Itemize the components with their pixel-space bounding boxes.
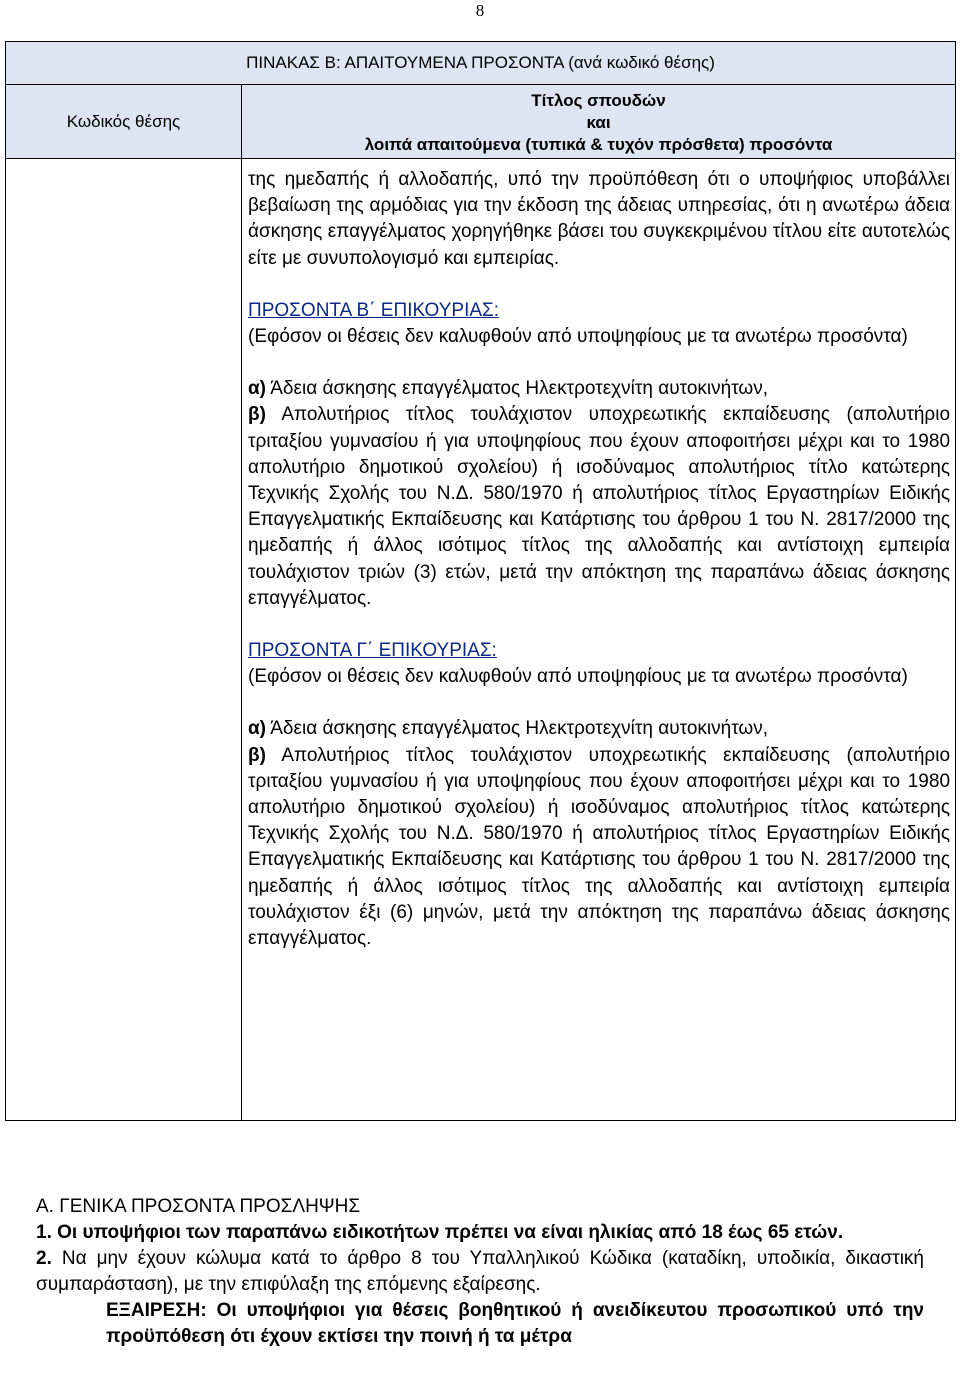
general-item-1: 1. Οι υποψήφιοι των παραπάνω ειδικοτήτων πρέπει να είναι ηλικίας από 18 έως 65 ετών.	[36, 1222, 844, 1243]
qualifications-text	[248, 167, 950, 952]
qualifications-cell	[242, 159, 956, 1121]
general-item-2	[36, 1246, 924, 1298]
section-c-heading: ΠΡΟΣΟΝΤΑ Γ΄ ΕΠΙΚΟΥΡΙΑΣ:	[248, 640, 497, 662]
position-code-cell	[6, 159, 242, 1121]
table-body-row	[6, 159, 956, 1121]
section-c-item-b	[248, 743, 950, 953]
general-item-2-text: Να μην έχουν κώλυμα κατά το άρθρο 8 του Υπαλληλικού Κώδικα (καταδίκη, υποδικία, δικαστική συμπαράσταση), με την επιφύλαξη της επόμενης εξαίρεσης.	[36, 1248, 924, 1295]
section-b-item-a-text: Άδεια άσκησης επαγγέλματος Ηλεκτροτεχνίτη αυτοκινήτων,	[266, 378, 769, 400]
intro-paragraph: της ημεδαπής ή αλλοδαπής, υπό την προϋπόθεση ότι ο υποψήφιος υποβάλλει βεβαίωση της αρμόδιας για την έκδοση της άδειας υπηρεσίας, ότι η ανωτέρω άδεια άσκησης επαγγέλματος χορηγήθηκε βάσει του συγκεκριμένου τίτλου είτε αυτοτελώς είτε με συνυπολογισμό και εμπειρίας.	[248, 169, 951, 269]
qualifications-header	[242, 85, 956, 159]
qualifications-header-line2: και	[586, 112, 611, 132]
section-b-heading: ΠΡΟΣΟΝΤΑ Β΄ ΕΠΙΚΟΥΡΙΑΣ:	[248, 299, 500, 321]
position-code-header: Κωδικός θέσης	[6, 85, 242, 159]
section-c-item-b-label: β)	[248, 744, 266, 766]
section-c-note: (Εφόσον οι θέσεις δεν καλυφθούν από υποψηφίους με τα ανωτέρω προσόντα)	[248, 666, 908, 688]
section-c-item-a-label: α)	[248, 718, 267, 740]
table-header-row	[6, 85, 956, 159]
section-b-item-a-label: α)	[248, 378, 267, 400]
exception-paragraph: ΕΞΑΙΡΕΣΗ: Οι υποψήφιοι για θέσεις βοηθητικού ή ανειδίκευτου προσωπικού υπό την προϋπόθεση ότι έχουν εκτίσει την ποινή ή τα μέτρα	[106, 1300, 924, 1347]
table-title-row	[6, 42, 956, 85]
requirements-table	[5, 41, 956, 1121]
general-requirements	[36, 1194, 924, 1350]
section-b-note: (Εφόσον οι θέσεις δεν καλυφθούν από υποψηφίους με τα ανωτέρω προσόντα)	[248, 326, 908, 348]
qualifications-header-line3: λοιπά απαιτούμενα (τυπικά & τυχόν πρόσθετα) προσόντα	[364, 134, 833, 154]
section-b-item-a	[248, 376, 950, 402]
section-c-item-b-text: Απολυτήριος τίτλος τουλάχιστον υποχρεωτικής εκπαίδευσης (απολυτήριο τριταξίου γυμνασίου ή για υποψηφίους που έχουν αποφοιτήσει μέχρι και το 1980 απολυτήριο δημοτικού σχολείου) ή ισοδύναμος απολυτήριος τίτλος κατώτερης Τεχνικής Σχολής του Ν.Δ. 580/1970 ή απολυτήριος τίτλος Εργαστηρίων Ειδικής Επαγγελματικής Εκπαίδευσης και Κατάρτισης του άρθρου 1 του Ν. 2817/2000 της ημεδαπής ή άλλος ισότιμος τίτλος της αλλοδαπής και αντίστοιχη εμπειρία τουλάχιστον έξι (6) μηνών, μετά την απόκτηση της παραπάνω άδειας άσκησης επαγγέλματος.	[248, 744, 951, 950]
table-title: ΠΙΝΑΚΑΣ Β: ΑΠΑΙΤΟΥΜΕΝΑ ΠΡΟΣΟΝΤΑ (ανά κωδικό θέσης)	[6, 42, 956, 85]
general-heading: Α. ΓΕΝΙΚΑ ΠΡΟΣΟΝΤΑ ΠΡΟΣΛΗΨΗΣ	[36, 1196, 361, 1217]
section-b-item-b	[248, 402, 950, 612]
general-item-2-number: 2.	[36, 1248, 52, 1269]
page-number: 8	[475, 1, 485, 20]
section-c-item-a-text: Άδεια άσκησης επαγγέλματος Ηλεκτροτεχνίτη αυτοκινήτων,	[266, 718, 769, 740]
section-c-item-a	[248, 716, 950, 742]
section-b-item-b-label: β)	[248, 404, 266, 426]
section-b-item-b-text: Απολυτήριος τίτλος τουλάχιστον υποχρεωτικής εκπαίδευσης (απολυτήριο τριταξίου γυμνασίου ή για υποψηφίους που έχουν αποφοιτήσει μέχρι και το 1980 απολυτήριο δημοτικού σχολείου) ή ισοδύναμος απολυτήριος τίτλο κατώτερης Τεχνικής Σχολής του Ν.Δ. 580/1970 ή απολυτήριος τίτλος Εργαστηρίων Ειδικής Επαγγελματικής Εκπαίδευσης και Κατάρτισης του άρθρου 1 του Ν. 2817/2000 της ημεδαπής ή άλλος ισότιμος τίτλος της αλλοδαπής και αντίστοιχη εμπειρία τουλάχιστον τριών (3) ετών, μετά την απόκτηση της παραπάνω άδειας άσκησης επαγγέλματος.	[248, 404, 951, 609]
qualifications-header-line1: Τίτλος σπουδών	[531, 90, 666, 110]
